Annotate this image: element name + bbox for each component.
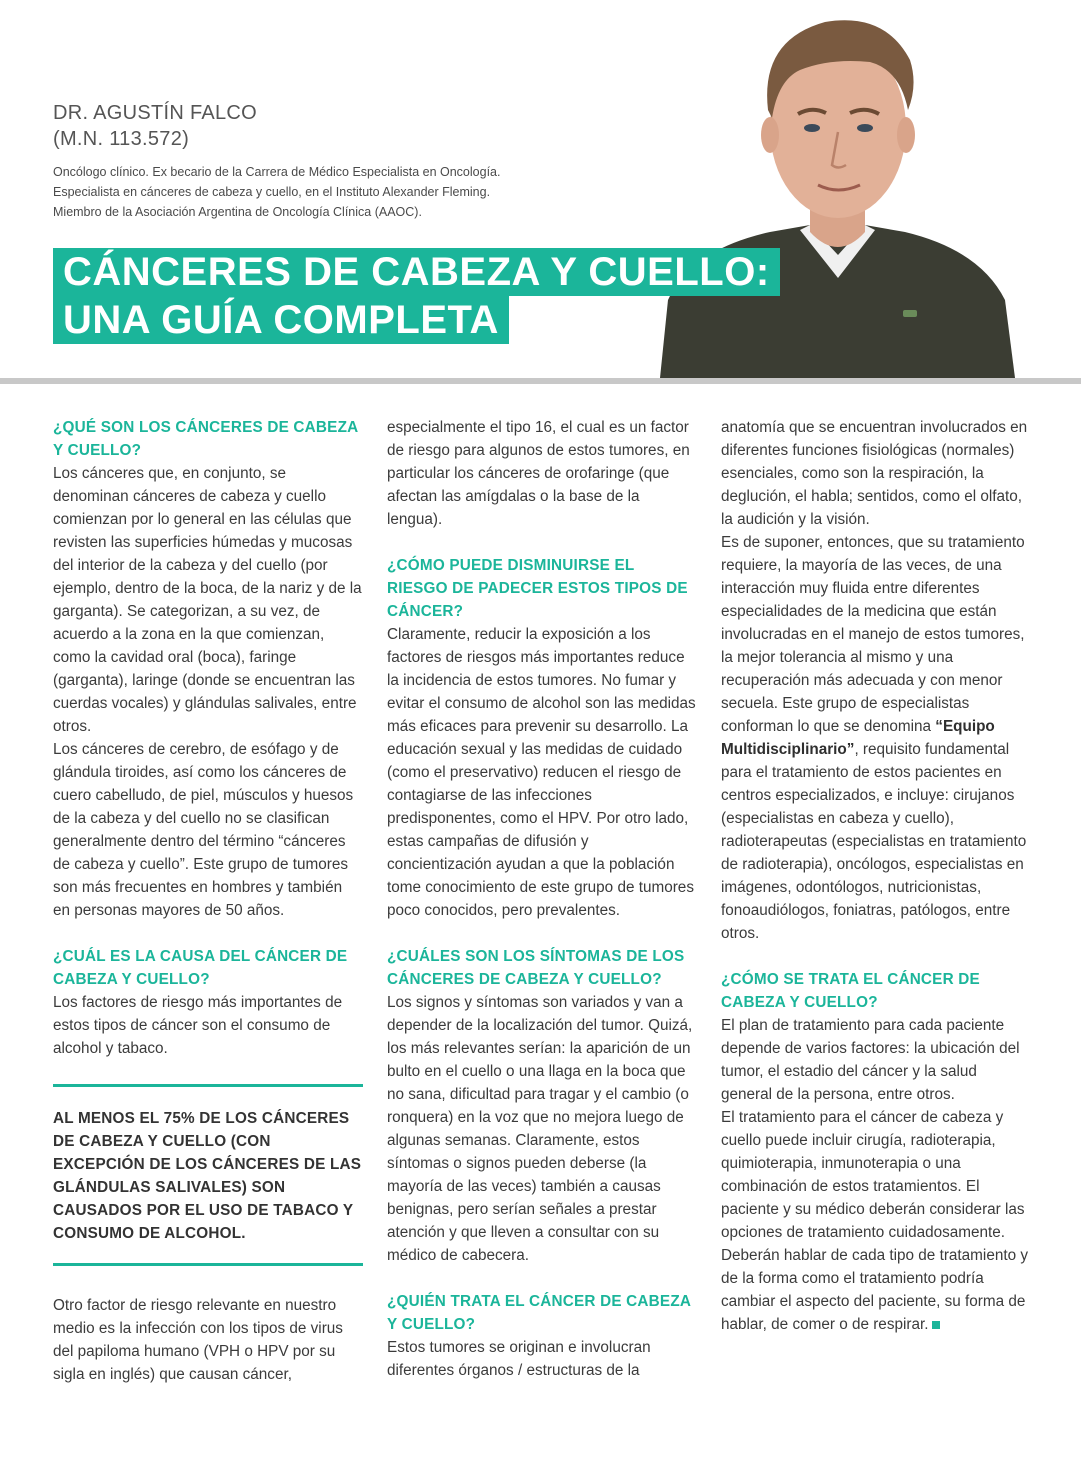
column-2 xyxy=(387,416,697,1382)
section-heading-quien: ¿QUIÉN TRATA EL CÁNCER DE CABEZA Y CUELLO? xyxy=(387,1293,691,1333)
section-heading-causa: ¿CUÁL ES LA CAUSA DEL CÁNCER DE CABEZA Y CUELLO? xyxy=(53,948,348,988)
author-bio-line: Miembro de la Asociación Argentina de Oncología Clínica (AAOC). xyxy=(53,205,422,219)
paragraph-text: El tratamiento para el cáncer de cabeza y cuello puede incluir cirugía, radioterapia, quimioterapia, inmunoterapia o una combinación de estos tratamientos. El paciente y su médico deberán considerar las opciones de tratamiento cuidadosamente. Deberán hablar de cada tipo de tratamiento y de la forma como el tratamiento podría cambiar el aspecto del paciente, su forma de hablar, de comer o de respirar. xyxy=(721,1109,1028,1333)
paragraph: Otro factor de riesgo relevante en nuestro medio es la infección con los tipos de virus del papiloma humano (VPH o HPV por su sigla en inglés) que causan cáncer, xyxy=(53,1297,343,1383)
bold-term: “Equipo Multidisciplinario” xyxy=(721,718,995,758)
paragraph: Claramente, reducir la exposición a los factores de riesgos más importantes reduce la incidencia de estos tumores. No fumar y evitar el consumo de alcohol son las medidas más eficaces para prevenir su desarrollo. La educación sexual y las medidas de cuidado (como el preservativo) reducen el riesgo de contagiarse de las infecciones predisponentes, como el HPV. Por otro lado, estas campañas de difusión y concientización ayudan a que la población tome conocimiento de este grupo de tumores poco conocidos, pero prevalentes. xyxy=(387,626,696,919)
paragraph: Los cánceres de cerebro, de esófago y de glándula tiroides, así como los cánceres de cuero cabelludo, de piel, músculos y huesos de la cabeza y del cuello no se clasifican generalmente dentro del término “cánceres de cabeza y cuello”. Este grupo de tumores son más frecuentes en hombres y también en personas mayores de 50 años. xyxy=(53,741,354,919)
author-bio-line: Especialista en cánceres de cabeza y cuello, en el Instituto Alexander Fleming. xyxy=(53,185,491,199)
paragraph xyxy=(721,531,1031,945)
pull-quote xyxy=(53,1084,363,1266)
paragraph: El plan de tratamiento para cada paciente depende de varios factores: la ubicación del tumor, el estadio del cáncer y la salud general de la persona, entre otros. xyxy=(721,1017,1020,1103)
column-3 xyxy=(721,416,1031,1336)
end-of-article-mark xyxy=(932,1321,940,1329)
paragraph-text: Es de suponer, entonces, que su tratamiento requiere, la mayoría de las veces, de una interacción muy fluida entre diferentes especialidades de la medicina que están involucradas en el manejo de estos tumores, la mejor tolerancia al mismo y una recuperación más adecuada y con menor secuela. Este grupo de especialistas conforman lo que se denomina xyxy=(721,534,1025,735)
header-divider xyxy=(0,378,1081,384)
section-heading-tratamiento: ¿CÓMO SE TRATA EL CÁNCER DE CABEZA Y CUELLO? xyxy=(721,971,980,1011)
paragraph-text: , requisito fundamental para el tratamiento de estos pacientes en centros especializados, e incluye: cirujanos (especialistas en cabeza y cuello), radioterapeutas (especialistas en tratamiento de radioterapia), oncólogos, especialistas en imágenes, odontólogos, nutricionistas, fonoaudiólogos, foniatras, patólogos, entre otros. xyxy=(721,741,1027,942)
author-registration: (M.N. 113.572) xyxy=(53,128,190,150)
pull-quote-text: AL MENOS EL 75% DE LOS CÁNCERES DE CABEZA Y CUELLO (CON EXCEPCIÓN DE LOS CÁNCERES DE LAS GLÁNDULAS SALIVALES) SON CAUSADOS POR EL USO DE TABACO Y CONSUMO DE ALCOHOL. xyxy=(53,1110,362,1242)
paragraph: Estos tumores se originan e involucran diferentes órganos / estructuras de la xyxy=(387,1339,651,1379)
author-bio xyxy=(53,162,613,222)
headline-line-2: UNA GUÍA COMPLETA xyxy=(53,296,509,344)
section-heading-riesgo: ¿CÓMO PUEDE DISMINUIRSE EL RIESGO DE PADECER ESTOS TIPOS DE CÁNCER? xyxy=(387,557,688,620)
paragraph: Los cánceres que, en conjunto, se denominan cánceres de cabeza y cuello comienzan por lo general en las células que revisten las superficies húmedas y mucosas del interior de la cabeza y del cuello (por ejemplo, dentro de la boca, de la nariz y de la garganta). Se categorizan, a su vez, de acuerdo a la zona en la que comienzan, como la cavidad oral (boca), faringe (garganta), laringe (donde se encuentran las cuerdas vocales) y glándulas salivales, entre otros. xyxy=(53,465,362,735)
paragraph: Los signos y síntomas son variados y van a depender de la localización del tumor. Quizá, los más relevantes serían: la aparición de un bulto en el cuello o una llaga en la boca que no sana, dificultad para tragar y el cambio (o ronquera) en la voz que no mejora luego de algunas semanas. Claramente, estos síntomas o signos pueden deberse (la mayoría de las veces) también a causas benignas, pero serían señales a prestar atención y que lleven a consultar con su médico de cabecera. xyxy=(387,994,693,1264)
paragraph: anatomía que se encuentran involucrados en diferentes funciones fisiológicas (normales) esenciales, como son la respiración, la deglución, el habla; sentidos, como el olfato, la audición y la visión. xyxy=(721,419,1028,528)
paragraph: Los factores de riesgo más importantes de estos tipos de cáncer son el consumo de alcohol y tabaco. xyxy=(53,994,343,1057)
section-heading-sintomas: ¿CUÁLES SON LOS SÍNTOMAS DE LOS CÁNCERES DE CABEZA Y CUELLO? xyxy=(387,948,685,988)
section-heading-que-son: ¿QUÉ SON LOS CÁNCERES DE CABEZA Y CUELLO? xyxy=(53,419,358,459)
column-1 xyxy=(53,416,363,1386)
author-name: DR. AGUSTÍN FALCO xyxy=(53,102,258,124)
headline-line-1: CÁNCERES DE CABEZA Y CUELLO: xyxy=(53,248,780,296)
paragraph: especialmente el tipo 16, el cual es un factor de riesgo para algunos de estos tumores, en particular los cánceres de orofaringe (que afectan las amígdalas o la base de la lengua). xyxy=(387,419,690,528)
author-block xyxy=(53,100,257,152)
headline xyxy=(53,248,780,344)
paragraph xyxy=(721,1106,1031,1336)
author-bio-line: Oncólogo clínico. Ex becario de la Carrera de Médico Especialista en Oncología. xyxy=(53,165,501,179)
